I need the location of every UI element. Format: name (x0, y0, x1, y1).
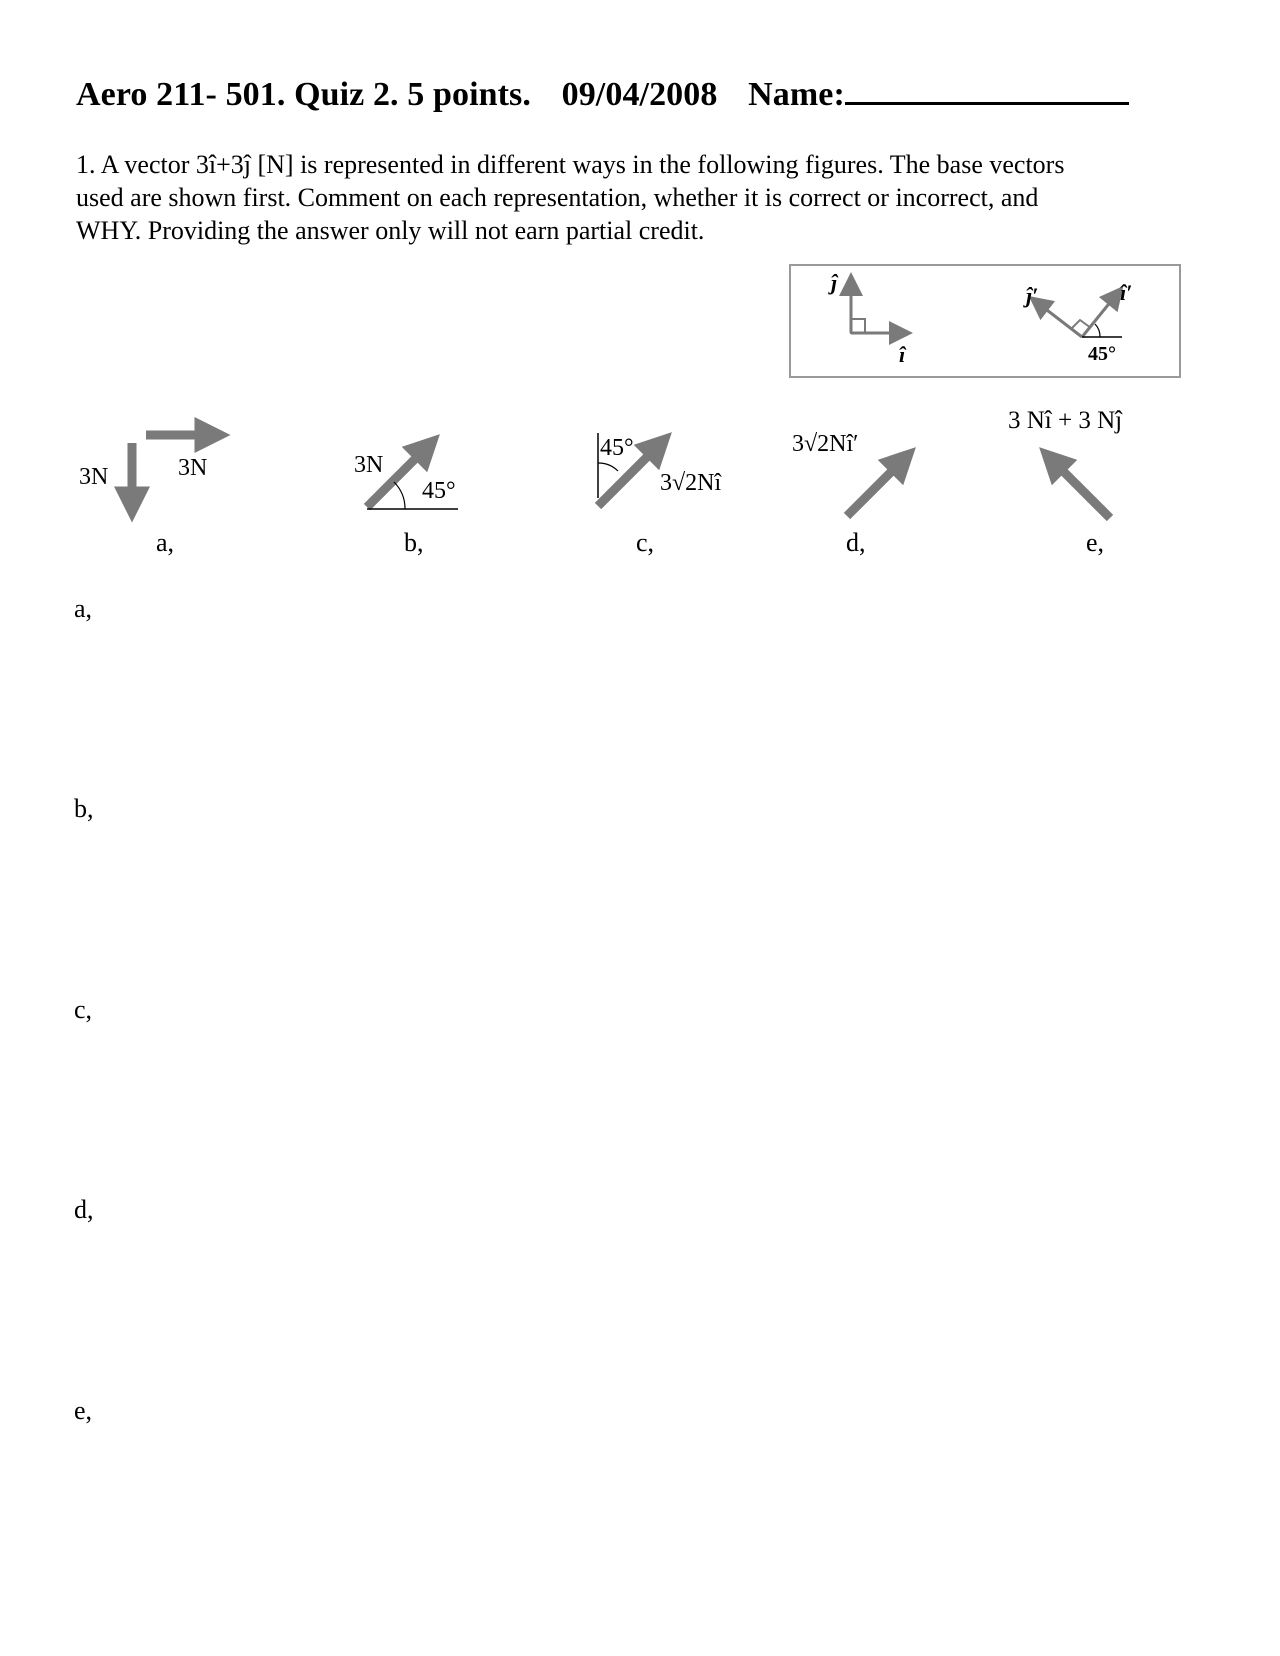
answer-label-a: a, (74, 594, 93, 623)
frame2-angle-label: 45° (1088, 343, 1116, 365)
answer-label-b: b, (74, 794, 94, 823)
figure-b (354, 450, 458, 557)
figure-a-left-label: 3N (79, 464, 109, 490)
figure-d-caption: d, (846, 528, 866, 557)
figure-c-caption: c, (636, 528, 655, 557)
figure-b-angle: 45° (422, 478, 456, 504)
figure-a-top-label: 3N (178, 455, 208, 481)
figure-d (792, 431, 900, 557)
course-info: Aero 211- 501. Quiz 2. 5 points. (76, 76, 531, 113)
answer-label-c: c, (74, 995, 93, 1024)
figure-b-caption: b, (404, 528, 424, 557)
question-line: used are shown first. Comment on each representation, whether it is correct or incorrect, and (76, 183, 1039, 212)
name-label: Name: (748, 76, 845, 113)
figure-c-magnitude: 3√2Nî (660, 470, 722, 496)
figure-e-magnitude: 3 Nî + 3 Nĵ (1008, 407, 1123, 434)
frame2-i-label: î′ (1120, 280, 1133, 305)
figure-b-magnitude: 3N (354, 452, 384, 478)
frame1-i-label: î (899, 342, 906, 367)
answer-label-d: d, (74, 1195, 94, 1224)
frame2-j-label: ĵ′ (1026, 283, 1039, 308)
figure-e-arrow (1055, 463, 1110, 518)
figure-c-angle: 45° (600, 435, 634, 461)
figure-c (598, 433, 723, 557)
question-line: 1. A vector 3î+3ĵ [N] is represented in different ways in the following figures. The base vectors (76, 150, 1065, 179)
figure-d-magnitude: 3√2Nî′ (792, 431, 859, 457)
figure-a (79, 435, 208, 557)
figure-a-caption: a, (156, 528, 175, 557)
figure-d-arrow (847, 463, 900, 516)
answer-label-e: e, (74, 1396, 93, 1425)
vector-figures (0, 0, 1280, 600)
figure-b-angle-arc (394, 482, 405, 509)
quiz-date: 09/04/2008 (561, 76, 718, 113)
question-line: WHY. Providing the answer only will not earn partial credit. (76, 216, 705, 245)
frame1-j-label: ĵ (831, 270, 838, 295)
figure-e (1008, 407, 1123, 557)
base-vectors-box (790, 265, 1180, 377)
figure-c-angle-arc (598, 463, 618, 471)
figure-e-caption: e, (1086, 528, 1105, 557)
